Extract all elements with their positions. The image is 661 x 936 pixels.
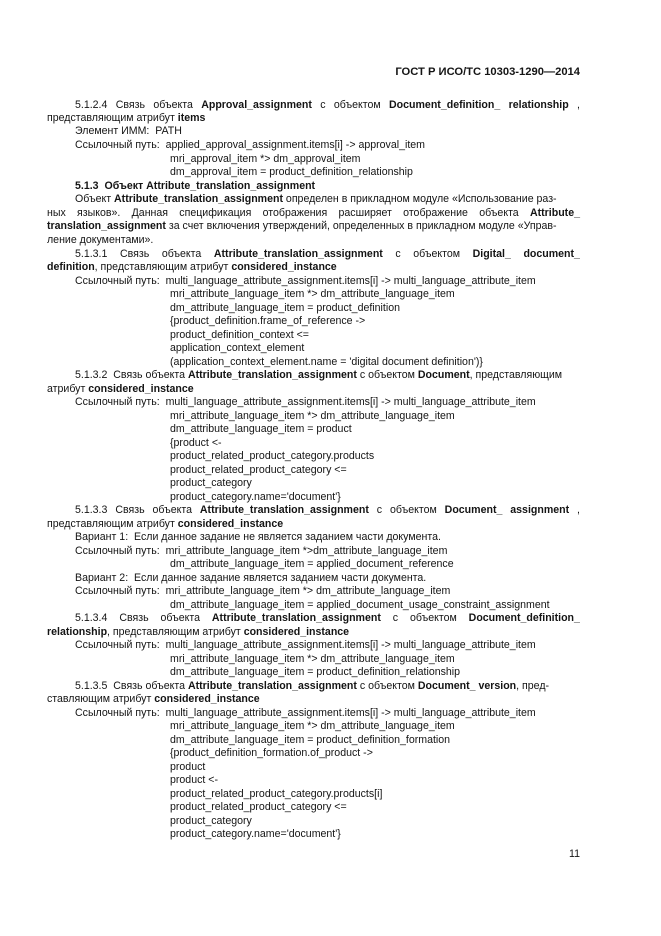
text-line [47, 693, 260, 707]
text-run: объекта [152, 504, 192, 516]
text-run: языков». [77, 207, 121, 219]
text-run: с объектом [356, 680, 418, 692]
text-line [170, 815, 252, 829]
text-run: 5.1.3.5 Связь объекта [75, 680, 188, 692]
text-line [47, 220, 557, 234]
text-line [170, 450, 374, 464]
text-line [47, 234, 153, 248]
text-line [170, 153, 361, 167]
text-run: объекта [160, 612, 200, 624]
text-line [170, 761, 205, 775]
text-run: {product <- [170, 437, 222, 449]
text-run: Связь [119, 612, 149, 624]
bold-text-run: considered_instance [154, 693, 260, 705]
bold-text-run: Document_ version [417, 680, 517, 692]
text-line [75, 125, 182, 139]
text-run: product_category [170, 477, 252, 489]
text-run: , [577, 504, 580, 516]
text-line [170, 558, 454, 572]
text-run: product_related_product_category <= [170, 464, 347, 476]
text-run: за счет включения утверждений, определенных в прикладном модуле «Управ- [165, 220, 557, 232]
text-line [47, 261, 337, 275]
text-line [170, 166, 413, 180]
text-line [170, 774, 218, 788]
text-run: Элемент ИММ: PATH [75, 125, 182, 137]
text-line [170, 315, 365, 329]
text-run: представляющим атрибут [47, 112, 178, 124]
text-run: dm_approval_item = product_definition_relationship [170, 166, 413, 178]
text-line [75, 275, 536, 289]
text-line [75, 139, 425, 153]
text-line [170, 288, 455, 302]
bold-text-run: assignment [510, 504, 570, 516]
text-line [170, 720, 455, 734]
text-run: dm_attribute_language_item = applied_document_reference [170, 558, 454, 570]
text-run: product_related_product_category.products[i] [170, 788, 383, 800]
text-line [75, 572, 426, 586]
text-line [75, 707, 536, 721]
text-line [170, 342, 304, 356]
text-run: , [577, 99, 580, 111]
text-run: product [170, 761, 206, 773]
text-run: с [395, 248, 401, 260]
text-line [170, 801, 347, 815]
text-run: объектом [389, 504, 437, 516]
bold-text-run: Document [417, 369, 470, 381]
text-line [170, 788, 382, 802]
text-run: отображения [262, 207, 328, 219]
text-run: 5.1.3.4 [75, 612, 108, 624]
text-run: mri_attribute_language_item *> dm_attribute_language_item [170, 410, 455, 422]
text-run: Вариант 1: Если данное задание не является заданием части документа. [75, 531, 441, 543]
bold-text-run: Document_definition_ [389, 99, 501, 111]
text-run: Связь [119, 248, 150, 260]
text-line [75, 193, 557, 207]
bold-text-run: Attribute_translation_assignment [199, 504, 369, 516]
text-run: , представляющим [469, 369, 563, 381]
bold-text-run: considered_instance [88, 383, 194, 395]
text-run: mri_attribute_language_item *> dm_attribute_language_item [170, 720, 455, 732]
text-run: {product_definition.frame_of_reference -> [170, 315, 366, 327]
text-run: объектом [409, 612, 457, 624]
text-line [75, 531, 441, 545]
text-run: application_context_element [170, 342, 305, 354]
text-run: объектом [333, 99, 381, 111]
text-run: ление документами». [47, 234, 154, 246]
text-run: объекта [153, 99, 193, 111]
text-run: спецификация [179, 207, 252, 219]
text-run: с [392, 612, 399, 624]
bold-text-run: translation_assignment [47, 220, 166, 232]
document-code-header: ГОСТ Р ИСО/ТС 10303-1290—2014 [395, 66, 580, 78]
bold-text-run: Attribute_translation_assignment [187, 369, 357, 381]
bold-text-run: Attribute_translation_assignment [187, 680, 357, 692]
text-line [47, 112, 205, 126]
bold-text-run: Attribute_translation_assignment [211, 612, 381, 624]
text-line [75, 396, 536, 410]
text-line [170, 329, 309, 343]
text-run: 5.1.3.3 [75, 504, 108, 516]
text-line [170, 410, 455, 424]
text-line [75, 99, 580, 113]
text-run: dm_attribute_language_item = applied_document_usage_constraint_assignment [170, 599, 550, 611]
bold-text-run: 5.1.3 Объект Attribute_translation_assignment [75, 180, 316, 192]
text-run: с [320, 99, 326, 111]
text-run: 5.1.3.2 Связь объекта [75, 369, 188, 381]
text-run: product_related_product_category <= [170, 801, 347, 813]
text-run: Ссылочный путь: mri_attribute_language_item *> dm_attribute_language_item [75, 585, 451, 597]
text-run: mri_attribute_language_item *> dm_attribute_language_item [170, 653, 455, 665]
text-run: Данная [131, 207, 169, 219]
text-line [47, 207, 580, 221]
text-line [170, 302, 400, 316]
text-line [170, 437, 222, 451]
text-run: , представляющим атрибут [94, 261, 232, 273]
text-run: product_category [170, 815, 252, 827]
text-line [170, 734, 450, 748]
text-run: объекта [479, 207, 519, 219]
text-line [75, 612, 580, 626]
text-line [170, 666, 460, 680]
text-run: определен в прикладном модуле «Использование раз- [282, 193, 557, 205]
text-run: mri_attribute_language_item *> dm_attribute_language_item [170, 288, 455, 300]
text-line [170, 491, 341, 505]
text-run: атрибут [47, 383, 89, 395]
text-line [170, 828, 341, 842]
page-number: 11 [569, 848, 580, 860]
text-line [75, 504, 580, 518]
text-run: представляющим атрибут [47, 518, 178, 530]
text-run: объекта [161, 248, 202, 260]
text-run: Ссылочный путь: multi_language_attribute_assignment.items[i] -> multi_language_attribute_item [75, 275, 536, 287]
text-line [75, 248, 580, 262]
text-run: Вариант 2: Если данное задание является заданием части документа. [75, 572, 427, 584]
text-line [170, 477, 252, 491]
bold-text-run: considered_instance [231, 261, 337, 273]
text-line [170, 356, 483, 370]
text-line [75, 680, 549, 694]
text-line [75, 180, 315, 194]
text-line [170, 423, 352, 437]
text-run: (application_context_element.name = 'digital document definition')} [170, 356, 483, 368]
text-line [47, 518, 283, 532]
text-line [170, 464, 347, 478]
text-line [47, 383, 194, 397]
text-run: с [376, 504, 383, 516]
text-line [47, 626, 349, 640]
bold-text-run: relationship [508, 99, 569, 111]
text-run: Ссылочный путь: applied_approval_assignment.items[i] -> approval_item [75, 139, 425, 151]
text-run: 5.1.2.4 [75, 99, 108, 111]
text-run: с объектом [356, 369, 418, 381]
text-run: Связь [115, 99, 146, 111]
text-run: расширяет [338, 207, 392, 219]
text-run: product <- [170, 774, 218, 786]
bold-text-run: Document_definition_ [468, 612, 580, 624]
text-run: Ссылочный путь: multi_language_attribute_assignment.items[i] -> multi_language_attribute_item [75, 639, 536, 651]
text-run: объектом [413, 248, 461, 260]
text-run: mri_approval_item *> dm_approval_item [170, 153, 361, 165]
text-line [170, 599, 550, 613]
bold-text-run: considered_instance [177, 518, 284, 530]
bold-text-run: Digital_ [472, 248, 511, 260]
text-run: dm_attribute_language_item = product_definition [170, 302, 400, 314]
text-run: Ссылочный путь: multi_language_attribute_assignment.items[i] -> multi_language_attribute_item [75, 707, 536, 719]
text-run: Объект [75, 193, 115, 205]
text-run: Ссылочный путь: multi_language_attribute_assignment.items[i] -> multi_language_attribute_item [75, 396, 536, 408]
text-line [170, 747, 373, 761]
bold-text-run: Attribute_ [529, 207, 580, 219]
text-run: ставляющим атрибут [47, 693, 155, 705]
text-run: Связь [115, 504, 145, 516]
text-run: dm_attribute_language_item = product [170, 423, 352, 435]
bold-text-run: Attribute_translation_assignment [213, 248, 383, 260]
text-run: Ссылочный путь: mri_attribute_language_item *>dm_attribute_language_item [75, 545, 448, 557]
text-run: отображение [403, 207, 468, 219]
bold-text-run: considered_instance [243, 626, 350, 638]
text-run: {product_definition_formation.of_product -> [170, 747, 373, 759]
text-run: , представляющим атрибут [107, 626, 244, 638]
text-line [75, 545, 447, 559]
text-line [170, 653, 455, 667]
text-line [75, 585, 450, 599]
text-run: , пред- [516, 680, 550, 692]
text-run: product_category.name='document'} [170, 491, 341, 503]
bold-text-run: Approval_assignment [201, 99, 312, 111]
text-run: 5.1.3.1 [75, 248, 108, 260]
text-run: product_category.name='document'} [170, 828, 341, 840]
text-run: ных [47, 207, 66, 219]
bold-text-run: definition [47, 261, 95, 273]
bold-text-run: relationship [47, 626, 108, 638]
bold-text-run: Attribute_translation_assignment [114, 193, 283, 205]
text-run: product_definition_context <= [170, 329, 309, 341]
text-line [75, 639, 536, 653]
text-line [75, 369, 562, 383]
bold-text-run: items [177, 112, 206, 124]
text-run: dm_attribute_language_item = product_definition_relationship [170, 666, 461, 678]
bold-text-run: Document_ [444, 504, 503, 516]
text-run: product_related_product_category.products [170, 450, 375, 462]
text-run: dm_attribute_language_item = product_definition_formation [170, 734, 451, 746]
bold-text-run: document_ [523, 248, 580, 260]
